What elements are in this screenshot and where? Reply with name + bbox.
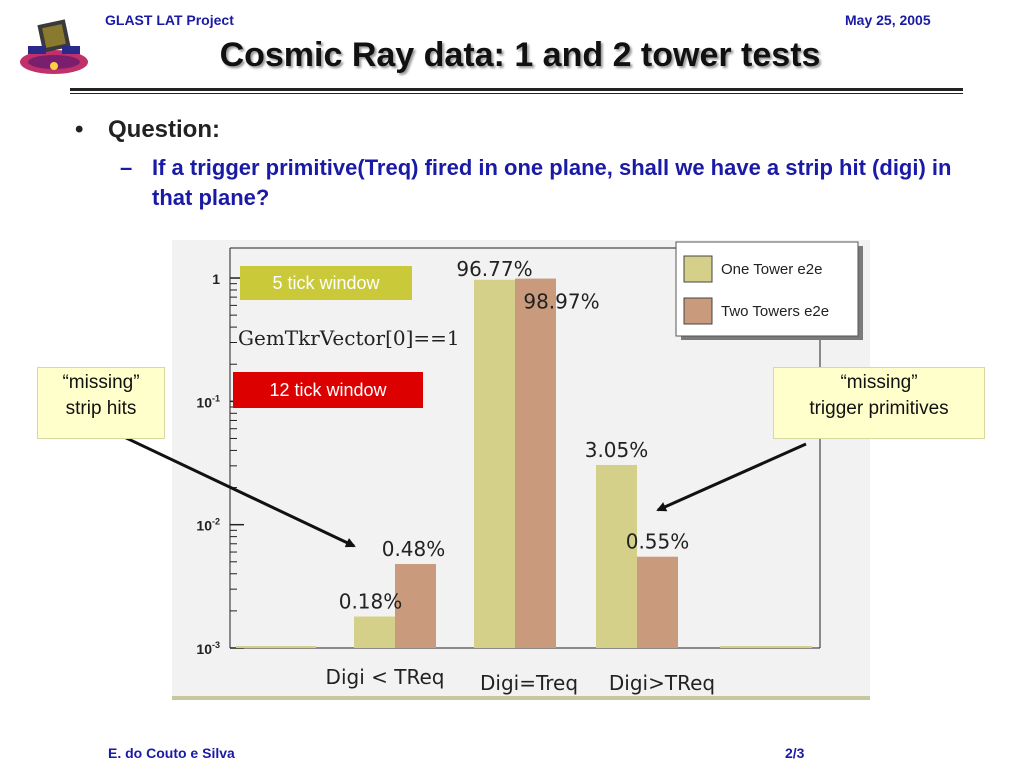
page-title: Cosmic Ray data: 1 and 2 tower tests <box>219 36 821 74</box>
bar-value-label: 3.05% <box>584 437 649 462</box>
y-tick-exponent: -2 <box>211 516 220 527</box>
bar-value-label: 96.77% <box>456 256 533 281</box>
footer-page: 2/3 <box>785 745 805 761</box>
bar-value-label: 0.18% <box>338 589 403 614</box>
y-tick-label: 1 <box>212 271 220 288</box>
bar-value-label: 98.97% <box>523 289 600 314</box>
callout-left-line2: strip hits <box>65 398 137 419</box>
bar-value-label: 0.48% <box>381 536 446 561</box>
bar-one-tower-2 <box>596 465 637 648</box>
y-tick-label: $10^{-3}$ <box>196 640 220 657</box>
question-label: Question: <box>108 116 220 143</box>
bar-one-tower-0 <box>354 617 395 648</box>
legend-label-two-towers: Two Towers e2e <box>721 303 830 320</box>
twelve-tick-window-box: 12 tick window <box>233 372 423 408</box>
legend-label-one-tower: One Tower e2e <box>721 261 823 278</box>
callout-missing-strip-hits <box>37 367 165 439</box>
header-project: GLAST LAT Project <box>105 12 234 28</box>
category-label: Digi=Treq <box>479 671 579 695</box>
y-tick-label: $10^{-2}$ <box>196 516 220 534</box>
y-tick-label: $10^{-1}$ <box>196 393 220 411</box>
question-text: If a trigger primitive(Treq) fired in one plane, shall we have a strip hit (digi) in that plane? <box>152 155 952 210</box>
category-label: Digi < TReq <box>325 665 445 689</box>
bar-one-tower-1 <box>474 280 515 648</box>
five-tick-window-box: 5 tick window <box>240 266 412 300</box>
callout-right-line1: “missing” <box>840 372 918 393</box>
chart-legend <box>676 242 863 340</box>
y-tick-exponent: -1 <box>211 393 220 404</box>
bar-two-towers-1 <box>515 279 556 648</box>
callout-left-line1: “missing” <box>62 372 140 393</box>
footer-author: E. do Couto e Silva <box>108 745 235 761</box>
bullet-dot: • <box>75 116 84 143</box>
gem-condition-text: GemTkrVector[0]==1 <box>238 326 460 350</box>
chart-bottom-band <box>172 696 870 700</box>
bar-value-label: 0.55% <box>625 529 690 554</box>
sub-bullet-dash: – <box>120 155 133 180</box>
callout-right-line2: trigger primitives <box>809 398 949 419</box>
legend-swatch-one-tower <box>684 256 712 282</box>
callout-missing-trigger-primitives <box>773 367 985 439</box>
bar-two-towers-2 <box>637 557 678 648</box>
category-label: Digi>TReq <box>608 671 716 695</box>
legend-swatch-two-towers <box>684 298 712 324</box>
y-tick-exponent: -3 <box>211 640 220 650</box>
header-date: May 25, 2005 <box>845 12 931 28</box>
